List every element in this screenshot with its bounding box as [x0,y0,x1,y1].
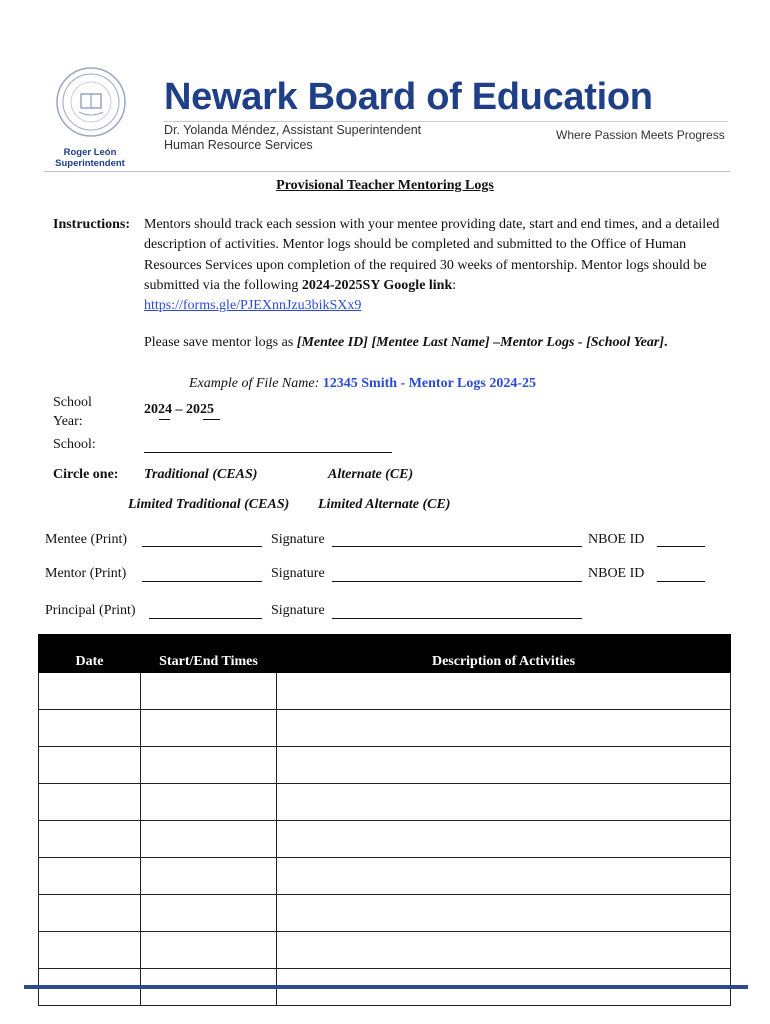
times-cell[interactable] [141,710,277,747]
department-name: Human Resource Services [164,138,313,152]
date-cell[interactable] [39,747,141,784]
mentor-signature-field[interactable] [332,581,582,582]
table-row [39,858,731,895]
circle-one-label: Circle one: [53,467,119,482]
column-header-description: Description of Activities [277,635,731,673]
principal-signature-label: Signature [271,603,325,618]
mentee-signature-label: Signature [271,532,325,547]
mentee-print-label: Mentee (Print) [45,532,128,547]
description-cell[interactable] [277,747,731,784]
principal-signature-field[interactable] [332,618,582,619]
date-cell[interactable] [39,784,141,821]
tagline: Where Passion Meets Progress [556,128,725,142]
school-year-underline-2 [203,419,220,420]
school-year-value: 2024 – 2025 [144,402,214,417]
google-form-link[interactable]: https://forms.gle/PJEXnnJzu3bikSXx9 [144,298,362,314]
mentee-print-field[interactable] [142,546,262,547]
save-prefix: Please save mentor logs as [144,335,297,350]
times-cell[interactable] [141,747,277,784]
table-row [39,710,731,747]
column-header-date: Date [39,635,141,673]
option-limited-traditional[interactable]: Limited Traditional (CEAS) [128,497,290,512]
description-cell[interactable] [277,673,731,710]
example-label: Example of File Name: [189,376,323,391]
date-cell[interactable] [39,895,141,932]
option-limited-alternate[interactable]: Limited Alternate (CE) [318,497,451,512]
date-cell[interactable] [39,710,141,747]
table-row [39,932,731,969]
date-cell[interactable] [39,673,141,710]
mentee-nboe-label: NBOE ID [588,532,645,547]
assistant-superintendent: Dr. Yolanda Méndez, Assistant Superintendent [164,123,422,137]
footer-bar [24,985,748,989]
document-title: Provisional Teacher Mentoring Logs [276,178,494,193]
times-cell[interactable] [141,932,277,969]
table-row [39,821,731,858]
instructions-text [144,215,730,316]
times-cell[interactable] [141,895,277,932]
table-row [39,673,731,710]
save-format: [Mentee ID] [Mentee Last Name] –Mentor Logs - [School Year] [296,335,664,350]
mentor-print-label: Mentor (Print) [45,566,127,581]
description-cell[interactable] [277,784,731,821]
option-traditional[interactable]: Traditional (CEAS) [144,467,258,482]
instructions-link-label: 2024-2025SY Google link [301,277,453,293]
superintendent-block [40,147,140,169]
description-cell[interactable] [277,821,731,858]
top-rule [44,171,730,172]
mentor-print-field[interactable] [142,581,262,582]
date-cell[interactable] [39,821,141,858]
school-label: School: [53,437,96,452]
nboe-seal-logo [55,66,127,138]
instructions-label: Instructions: [53,217,131,232]
description-cell[interactable] [277,895,731,932]
mentoring-log-table [38,634,731,1006]
column-header-times: Start/End Times [141,635,277,673]
table-row [39,747,731,784]
date-cell[interactable] [39,858,141,895]
superintendent-name: Roger León [63,147,117,158]
superintendent-title: Superintendent [55,158,125,169]
example-value: 12345 Smith - Mentor Logs 2024-25 [322,376,536,391]
school-year-label: School Year: [53,395,92,429]
times-cell[interactable] [141,784,277,821]
instructions-colon: : [452,277,457,293]
description-cell[interactable] [277,710,731,747]
table-body [39,673,731,1006]
save-suffix: . [664,335,668,350]
school-field[interactable] [144,452,392,453]
save-instructions [144,335,668,351]
times-cell[interactable] [141,673,277,710]
date-cell[interactable] [39,932,141,969]
principal-print-label: Principal (Print) [45,603,136,618]
mentee-nboe-field[interactable] [657,546,705,547]
mentor-nboe-field[interactable] [657,581,705,582]
times-cell[interactable] [141,858,277,895]
principal-print-field[interactable] [149,618,262,619]
mentor-nboe-label: NBOE ID [588,566,645,581]
header-rule [164,121,728,122]
file-name-example [189,376,536,392]
option-alternate[interactable]: Alternate (CE) [328,467,414,482]
instructions-body: Mentors should track each session with your mentee providing date, start and end times, and a detailed description of activities. Mentor logs should be completed and submitted to the Office of Human Resources Services upon completion of the required 30 weeks of mentorship. Mentor logs should be submitted via the following [144,217,720,293]
mentor-signature-label: Signature [271,566,325,581]
table-header-row [39,635,731,673]
table-row [39,895,731,932]
mentee-signature-field[interactable] [332,546,582,547]
description-cell[interactable] [277,858,731,895]
brand-name: Newark Board of Education [164,76,653,118]
description-cell[interactable] [277,932,731,969]
table-row [39,784,731,821]
school-year-underline-1 [159,419,170,420]
times-cell[interactable] [141,821,277,858]
